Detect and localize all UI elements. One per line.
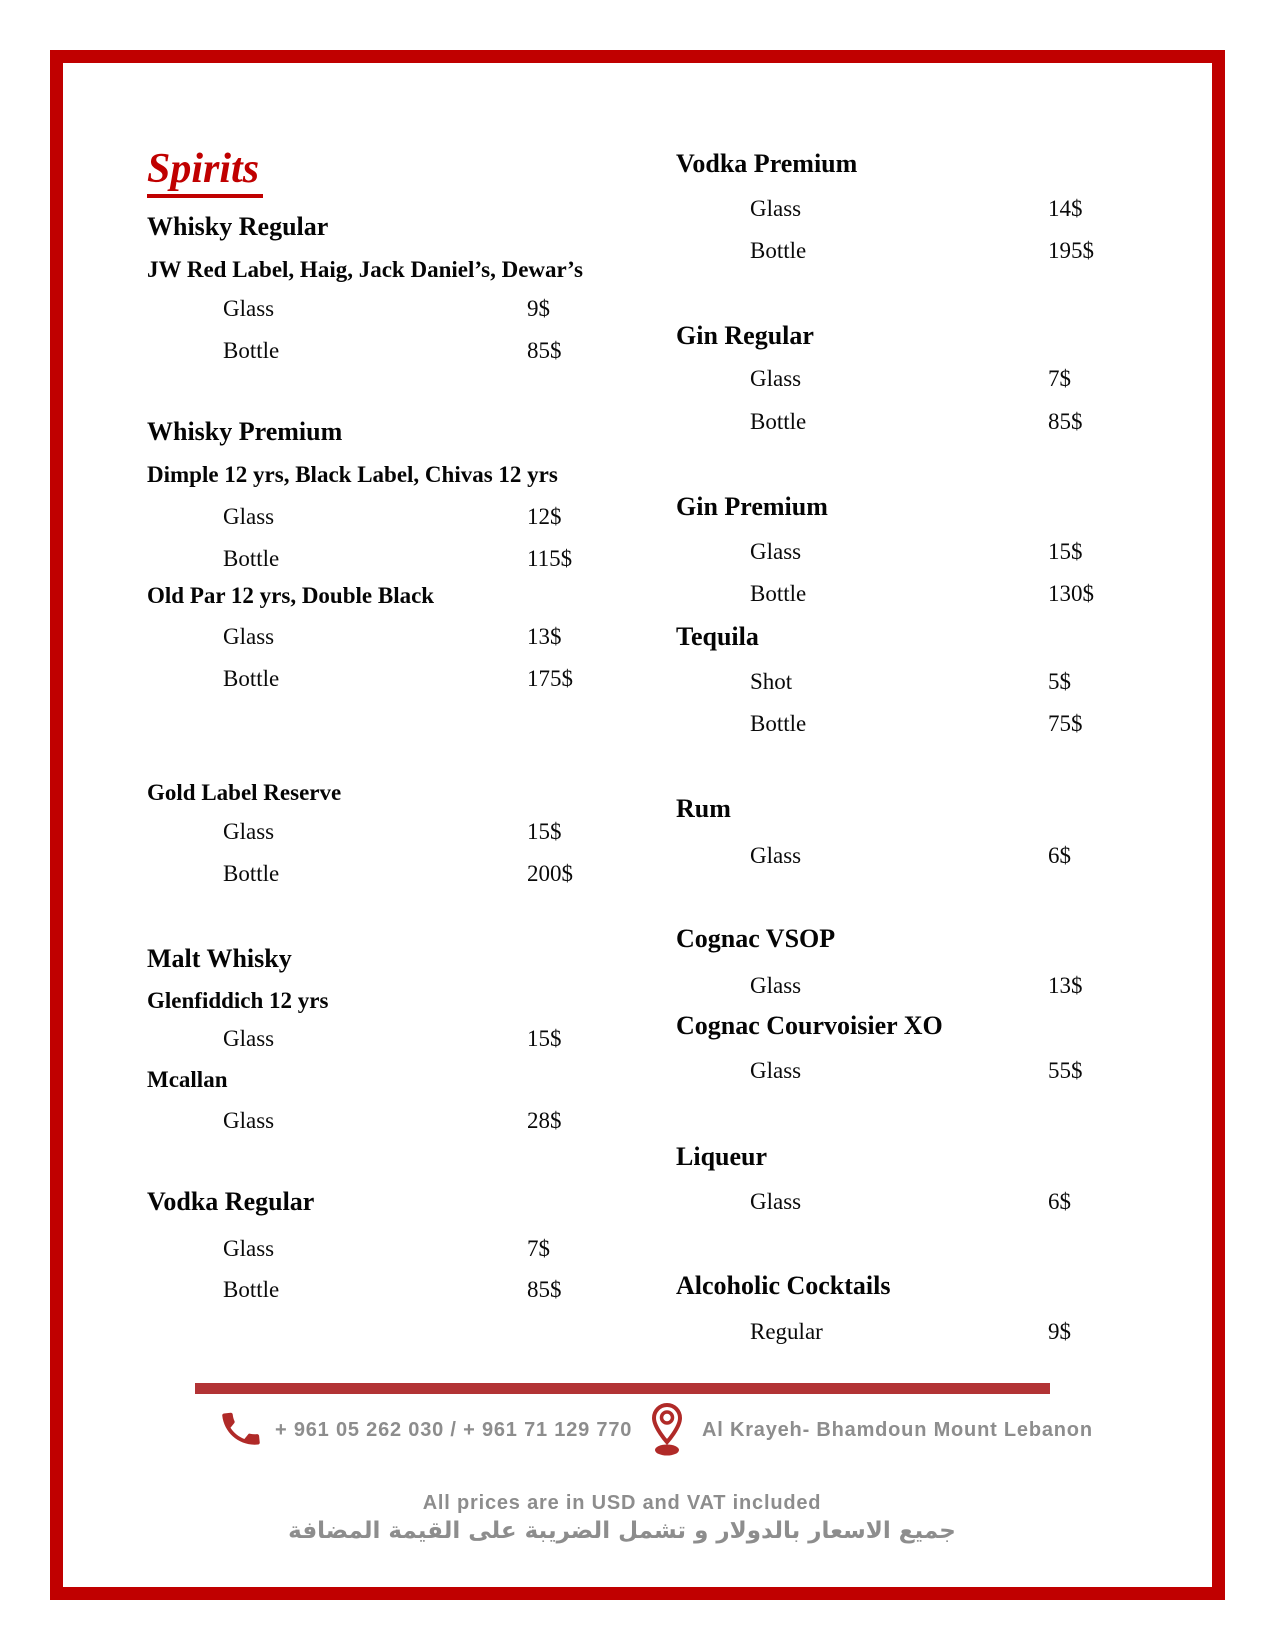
menu-item-price: 6$: [1048, 1189, 1071, 1214]
menu-item-label: Glass: [223, 624, 275, 649]
menu-item-label: Glass: [750, 539, 802, 564]
menu-item-price: 85$: [1048, 409, 1083, 434]
menu-item-label: Glass: [750, 366, 802, 391]
footer-location-text: Al Krayeh- Bhamdoun Mount Lebanon: [702, 1419, 1093, 1441]
menu-section-header: Malt Whisky: [147, 944, 292, 973]
menu-section-header: Alcoholic Cocktails: [676, 1271, 891, 1300]
menu-item-label: Regular: [750, 1319, 823, 1344]
menu-item-label: Bottle: [223, 666, 280, 691]
menu-item-label: Bottle: [750, 711, 807, 736]
menu-section-header: Rum: [676, 794, 731, 823]
location-pin-icon: [648, 1402, 686, 1458]
phone-icon: [216, 1404, 267, 1455]
menu-item-label: Glass: [223, 1108, 275, 1133]
menu-section-header: Gin Regular: [676, 321, 814, 350]
menu-item-label: Bottle: [750, 238, 807, 263]
menu-section-header: Whisky Premium: [147, 417, 343, 446]
menu-item-price: 55$: [1048, 1058, 1083, 1083]
menu-item-price: 115$: [527, 546, 573, 571]
menu-item-price: 12$: [527, 504, 562, 529]
menu-brands-line: Glenfiddich 12 yrs: [147, 988, 329, 1013]
menu-item-label: Glass: [223, 1026, 275, 1051]
menu-item-label: Bottle: [223, 861, 280, 886]
menu-section-header: Whisky Regular: [147, 212, 329, 241]
menu-item-label: Bottle: [750, 409, 807, 434]
menu-item-price: 5$: [1048, 669, 1071, 694]
menu-item-label: Glass: [750, 973, 802, 998]
menu-section-header: Cognac Courvoisier XO: [676, 1011, 943, 1040]
menu-item-label: Glass: [223, 819, 275, 844]
page-border-frame: [50, 50, 1225, 1600]
menu-item-label: Glass: [750, 1058, 802, 1083]
footer-divider-bar: [195, 1383, 1050, 1394]
menu-item-price: 175$: [527, 666, 573, 691]
menu-item-price: 15$: [527, 819, 562, 844]
menu-brands-line: Dimple 12 yrs, Black Label, Chivas 12 yrs: [147, 462, 558, 487]
menu-item-price: 7$: [1048, 366, 1071, 391]
menu-brands-line: JW Red Label, Haig, Jack Daniel’s, Dewar’s: [147, 257, 583, 282]
menu-section-header: Gin Premium: [676, 492, 828, 521]
menu-item-label: Glass: [223, 504, 275, 529]
menu-page-title: Spirits: [147, 147, 263, 198]
menu-item-label: Bottle: [223, 338, 280, 363]
menu-item-price: 200$: [527, 861, 573, 886]
menu-item-price: 15$: [1048, 539, 1083, 564]
menu-section-header: Vodka Premium: [676, 149, 858, 178]
menu-item-price: 75$: [1048, 711, 1083, 736]
menu-item-price: 85$: [527, 338, 562, 363]
menu-item-label: Glass: [750, 843, 802, 868]
menu-item-price: 13$: [527, 624, 562, 649]
menu-brands-line: Gold Label Reserve: [147, 780, 342, 805]
menu-section-header: Vodka Regular: [147, 1187, 315, 1216]
footer-phone-numbers: + 961 05 262 030 / + 961 71 129 770: [275, 1419, 633, 1441]
menu-item-label: Glass: [223, 1236, 275, 1261]
menu-item-label: Bottle: [223, 546, 280, 571]
menu-item-price: 130$: [1048, 581, 1094, 606]
menu-item-price: 6$: [1048, 843, 1071, 868]
menu-item-price: 9$: [1048, 1319, 1071, 1344]
menu-section-header: Tequila: [676, 622, 759, 651]
menu-section-header: Cognac VSOP: [676, 924, 836, 953]
menu-brands-line: Mcallan: [147, 1067, 228, 1092]
menu-item-price: 15$: [527, 1026, 562, 1051]
menu-item-price: 85$: [527, 1277, 562, 1302]
menu-item-label: Bottle: [223, 1277, 280, 1302]
menu-brands-line: Old Par 12 yrs, Double Black: [147, 583, 435, 608]
menu-item-label: Glass: [750, 196, 802, 221]
footer-note-arabic: جميع الاسعار بالدولار و تشمل الضريبة على القيمة المضافة: [288, 1518, 956, 1544]
footer-note-english: All prices are in USD and VAT included: [422, 1492, 822, 1514]
menu-section-header: Liqueur: [676, 1142, 768, 1171]
menu-item-price: 9$: [527, 296, 550, 321]
menu-item-price: 13$: [1048, 973, 1083, 998]
menu-item-label: Bottle: [750, 581, 807, 606]
menu-item-label: Glass: [750, 1189, 802, 1214]
menu-item-price: 7$: [527, 1236, 550, 1261]
menu-item-price: 195$: [1048, 238, 1094, 263]
menu-item-price: 28$: [527, 1108, 562, 1133]
menu-item-price: 14$: [1048, 196, 1083, 221]
menu-item-label: Glass: [223, 296, 275, 321]
menu-item-label: Shot: [750, 669, 793, 694]
